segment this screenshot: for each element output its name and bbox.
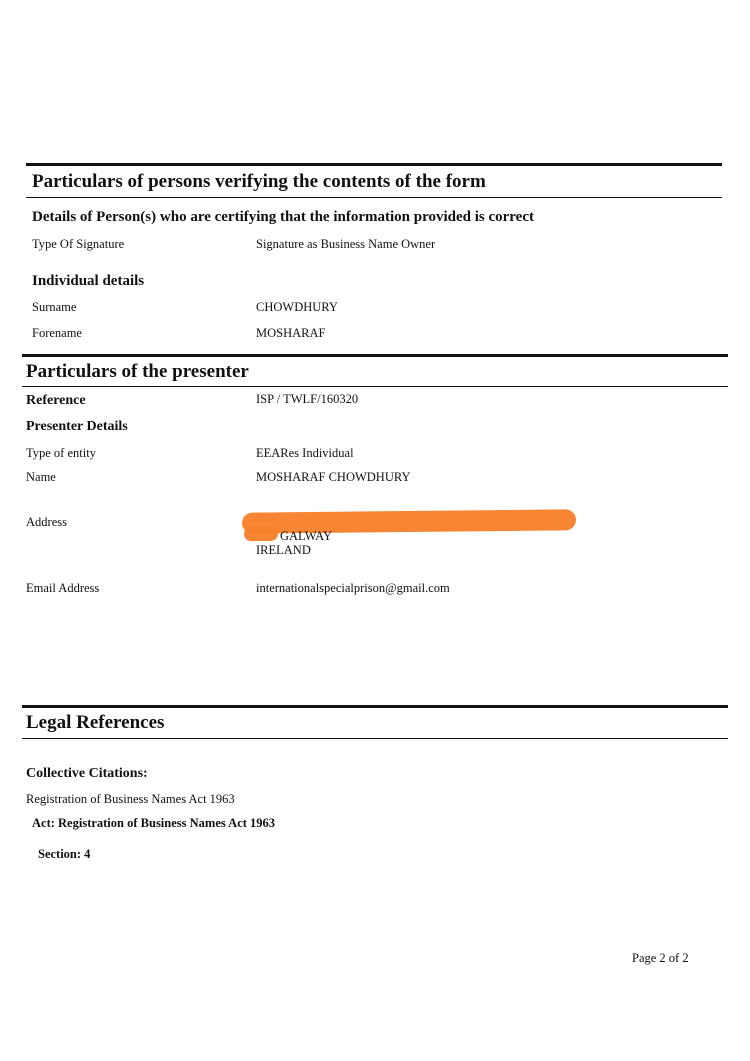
section1-bottom-rule xyxy=(26,197,722,198)
type-of-entity-label: Type of entity xyxy=(26,446,96,460)
citation-text: Registration of Business Names Act 1963 xyxy=(26,792,235,806)
collective-citations-heading: Collective Citations: xyxy=(26,766,148,781)
section2-top-rule xyxy=(22,354,728,357)
email-label: Email Address xyxy=(26,581,100,595)
surname-label: Surname xyxy=(32,300,77,314)
section2-title: Particulars of the presenter xyxy=(26,361,249,382)
certifying-subtitle: Details of Person(s) who are certifying that the information provided is correct xyxy=(32,209,534,225)
type-of-signature-label: Type Of Signature xyxy=(32,237,125,251)
section2-bottom-rule xyxy=(22,386,728,387)
section1-top-rule xyxy=(26,163,722,166)
type-of-entity-value: EEARes Individual xyxy=(256,446,354,460)
address-redaction-mark-tail xyxy=(244,527,278,541)
section3-top-rule xyxy=(22,705,728,708)
type-of-signature-value: Signature as Business Name Owner xyxy=(256,237,436,251)
reference-label: Reference xyxy=(26,393,86,408)
forename-label: Forename xyxy=(32,326,82,340)
act-heading: Act: Registration of Business Names Act 1963 xyxy=(32,816,276,830)
forename-value: MOSHARAF xyxy=(256,326,326,340)
section-number: Section: 4 xyxy=(38,847,91,861)
name-value: MOSHARAF CHOWDHURY xyxy=(256,470,411,484)
email-value: internationalspecialprison@gmail.com xyxy=(256,581,450,595)
address-line-city: GALWAY xyxy=(280,529,333,543)
individual-details-heading: Individual details xyxy=(32,273,145,289)
presenter-details-heading: Presenter Details xyxy=(26,419,128,434)
section1-title: Particulars of persons verifying the contents of the form xyxy=(32,171,486,192)
surname-value: CHOWDHURY xyxy=(256,300,338,314)
address-label: Address xyxy=(26,515,67,529)
page-number: Page 2 of 2 xyxy=(632,951,689,965)
section3-bottom-rule xyxy=(22,738,728,739)
reference-value: ISP / TWLF/160320 xyxy=(256,392,359,406)
section3-title: Legal References xyxy=(26,712,165,733)
address-line-country: IRELAND xyxy=(256,543,311,557)
name-label: Name xyxy=(26,470,56,484)
